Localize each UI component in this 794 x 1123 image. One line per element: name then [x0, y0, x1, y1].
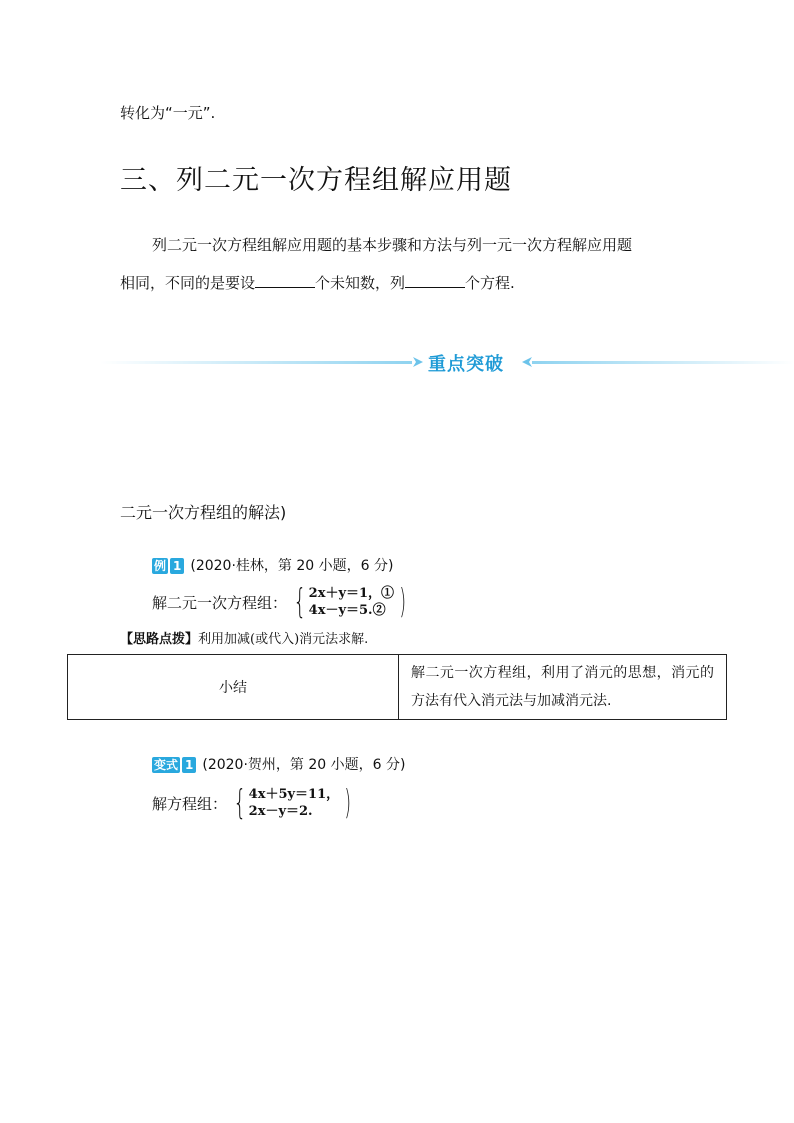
banner-line-right — [532, 361, 794, 364]
equation-1: 2x＋y＝1，① — [308, 586, 395, 601]
topic-heading: 二元一次方程组的解法) — [120, 503, 287, 522]
equation-system — [229, 783, 354, 823]
equation-2: 2x－y＝2. — [248, 804, 313, 819]
hint-line — [120, 628, 368, 647]
example-header — [152, 555, 393, 575]
example-problem — [152, 582, 409, 622]
left-brace: { — [233, 783, 247, 823]
banner-line-left — [100, 361, 412, 364]
banner-title: 重点突破 — [428, 354, 504, 375]
summary-label: 小结 — [68, 655, 399, 720]
intro-tail-text: 转化为“一元”. — [120, 104, 216, 122]
left-brace: { — [293, 582, 307, 622]
paragraph-line-2: 相同，不同的是要设 个未知数，列 个方程. — [120, 274, 515, 292]
paragraph-line-1: 列二元一次方程组解应用题的基本步骤和方法与列一元一次方程解应用题 — [152, 236, 633, 254]
paper-plane-icon — [412, 355, 424, 369]
variant-header — [152, 754, 405, 774]
hint-text: 利用加减(或代入)消元法求解. — [198, 632, 369, 647]
equation-system — [289, 582, 409, 622]
example-tag: 例 — [154, 559, 167, 573]
example-source: (2020·桂林，第 20 小题，6 分) — [190, 558, 394, 574]
hint-label: 【思路点拨】 — [120, 632, 199, 647]
variant-problem — [152, 783, 354, 823]
variant-prompt: 解方程组： — [152, 794, 228, 813]
equation-2: 4x－y＝5.② — [308, 603, 386, 618]
variant-number: 1 — [182, 757, 196, 773]
example-prompt: 解二元一次方程组： — [152, 593, 288, 612]
right-paren: ) — [344, 783, 352, 823]
section-heading: 三、列二元一次方程组解应用题 — [120, 165, 512, 196]
right-paren: ) — [399, 582, 407, 622]
equation-1: 4x＋5y＝11， — [248, 787, 340, 802]
summary-table — [67, 654, 727, 720]
variant-source: (2020·贺州，第 20 小题，6 分) — [202, 757, 406, 773]
section-paragraph — [120, 226, 700, 302]
example-number: 1 — [170, 558, 184, 574]
summary-content: 解二元一次方程组，利用了消元的思想，消元的方法有代入消元法与加减消元法. — [399, 655, 727, 720]
variant-tag: 变式 — [154, 758, 179, 772]
fill-blank-1 — [255, 273, 315, 288]
fill-blank-2 — [405, 273, 465, 288]
section-banner — [100, 350, 794, 376]
